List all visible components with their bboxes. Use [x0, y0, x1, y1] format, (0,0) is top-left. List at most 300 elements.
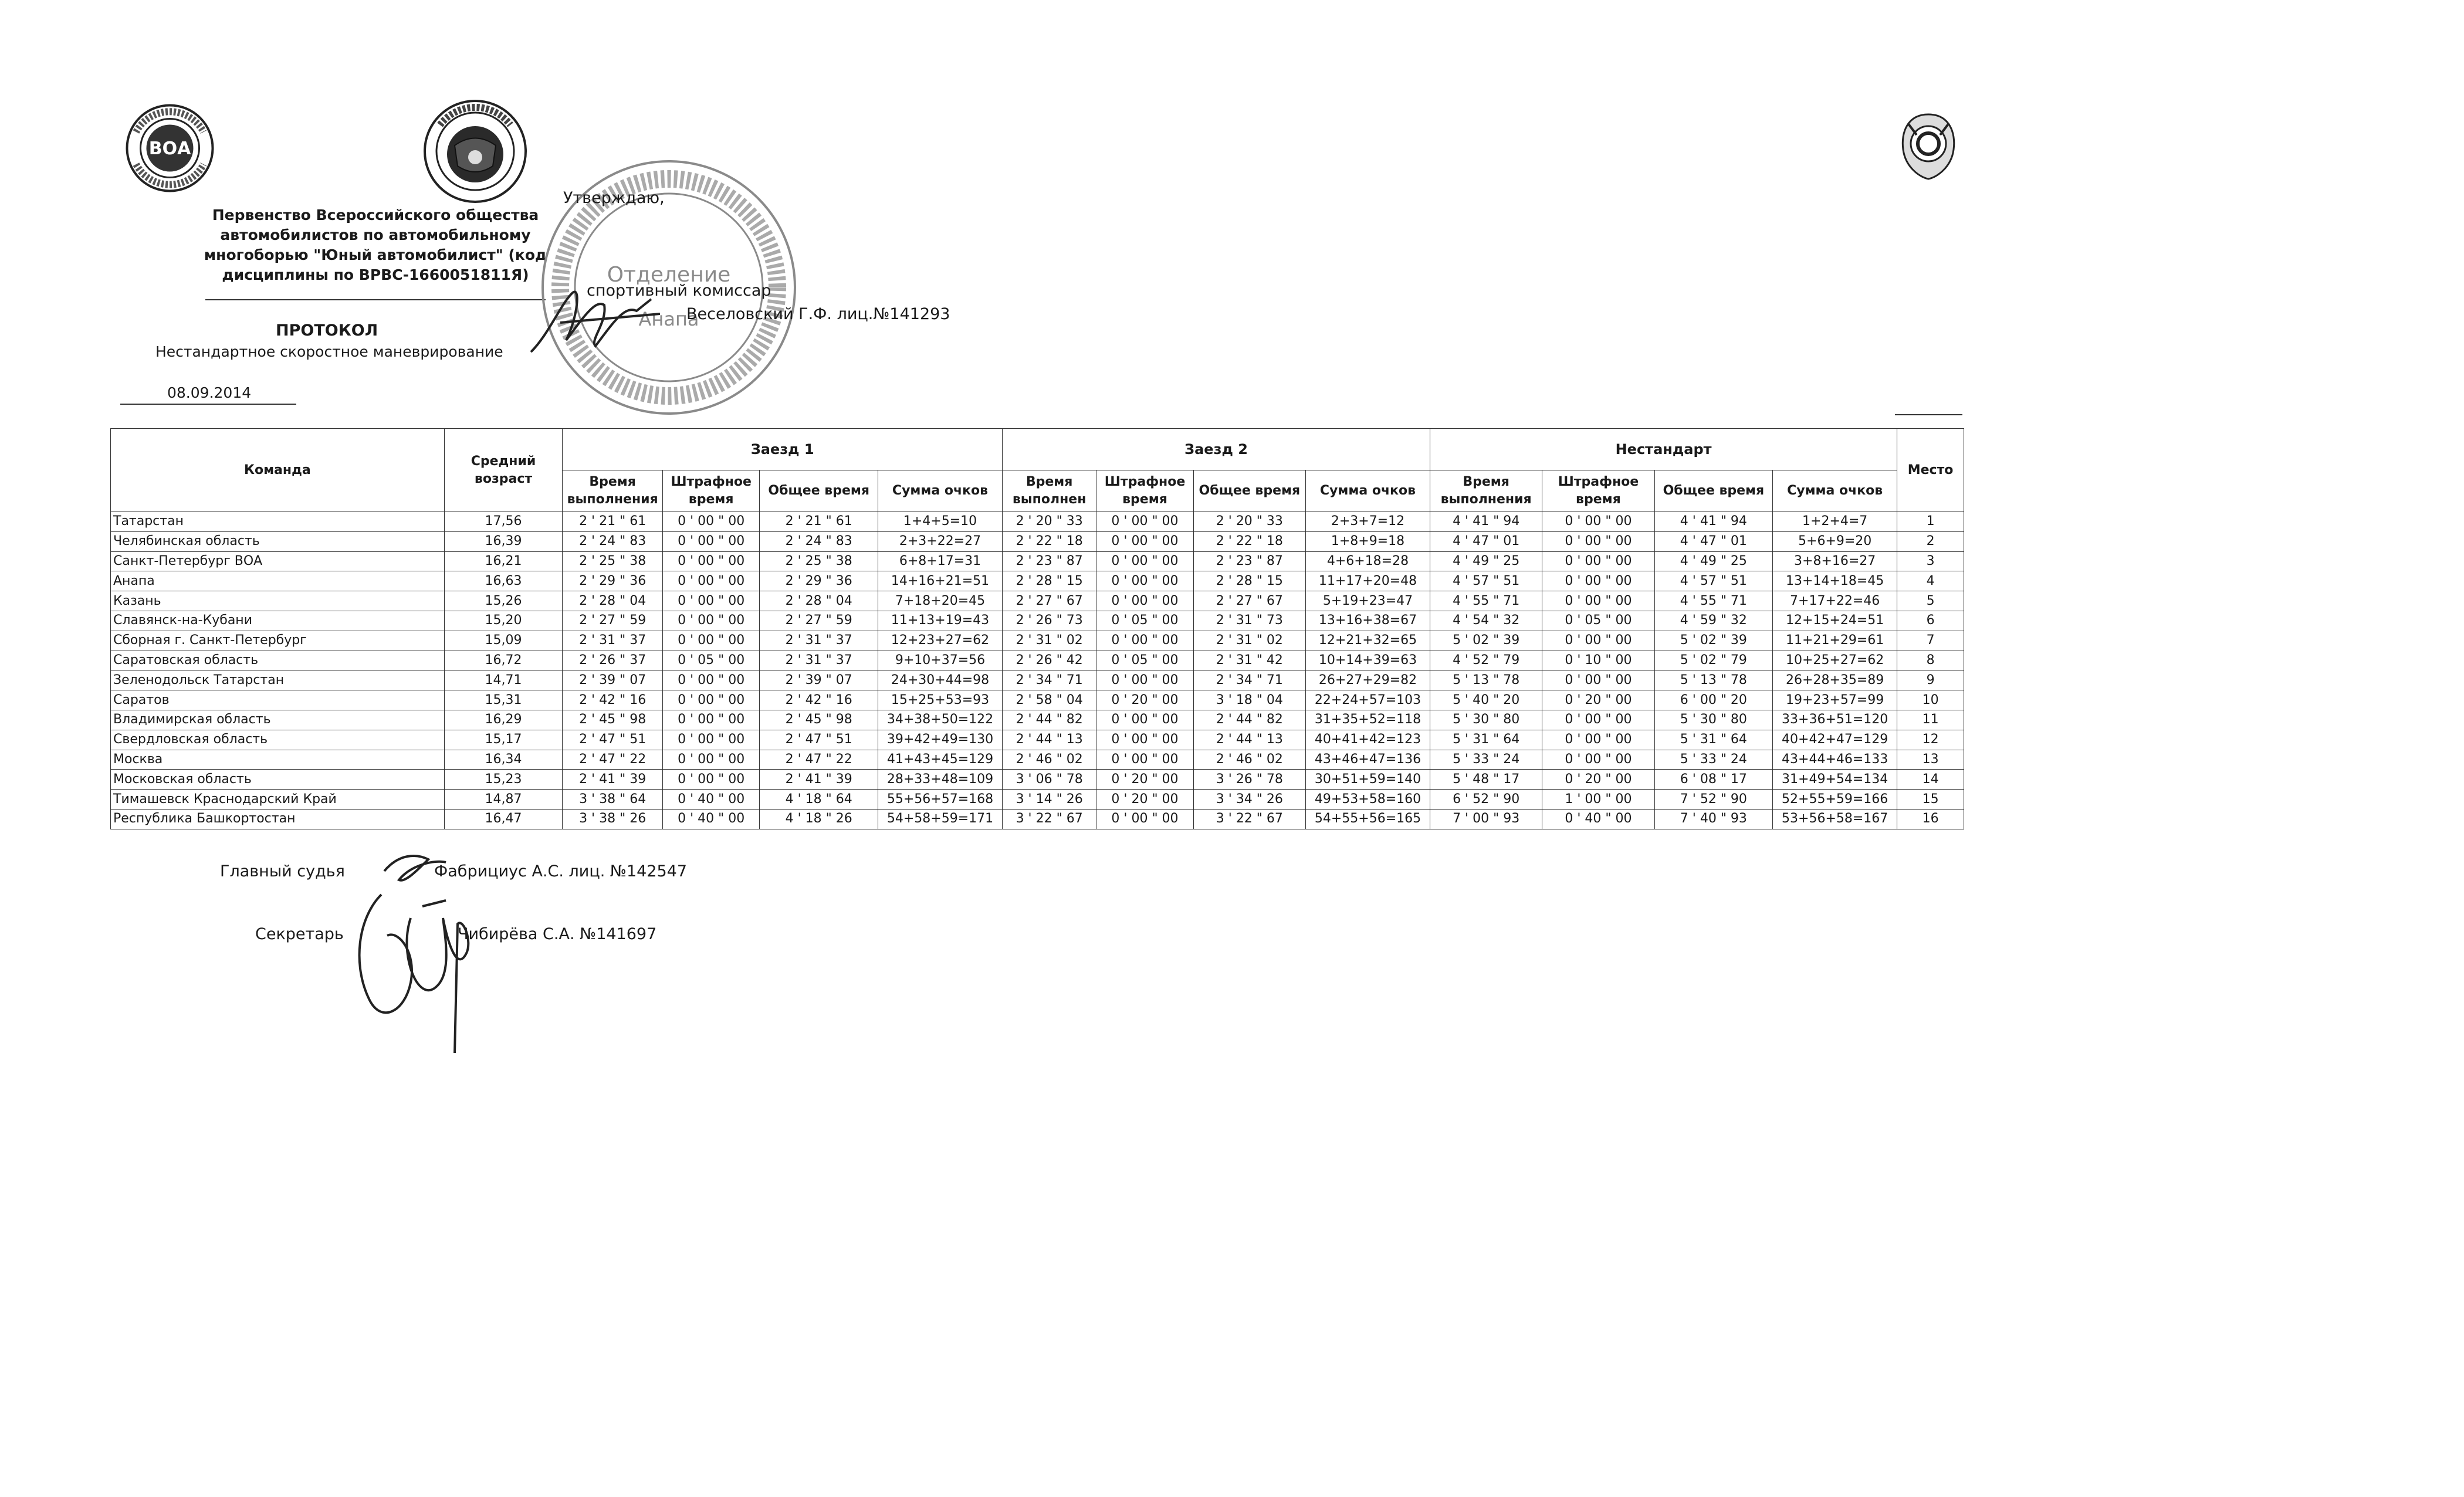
- cell-ns-time: 5 ' 33 " 24: [1430, 750, 1542, 770]
- cell-place: 3: [1897, 551, 1964, 571]
- commissar-signature: [525, 282, 672, 360]
- cell-ns-time: 5 ' 02 " 39: [1430, 631, 1542, 651]
- cell-run2-total: 2 ' 46 " 02: [1193, 750, 1305, 770]
- cell-ns-time: 6 ' 52 " 90: [1430, 790, 1542, 810]
- cell-run2-time: 2 ' 28 " 15: [1003, 571, 1096, 591]
- cell-age: 16,21: [444, 551, 563, 571]
- header-ns-penalty: Штрафное время: [1542, 470, 1654, 512]
- cell-run1-penalty: 0 ' 00 " 00: [662, 750, 759, 770]
- stamp-city-text: Анапа: [638, 308, 699, 330]
- cell-team: Саратов: [111, 690, 445, 710]
- cell-ns-points: 53+56+58=167: [1773, 809, 1897, 829]
- header-ns-total: Общее время: [1654, 470, 1773, 512]
- cell-run2-points: 40+41+42=123: [1305, 730, 1430, 750]
- cell-ns-points: 43+44+46=133: [1773, 750, 1897, 770]
- cell-ns-points: 5+6+9=20: [1773, 531, 1897, 551]
- cell-age: 16,72: [444, 651, 563, 670]
- cell-place: 9: [1897, 670, 1964, 690]
- emblem-logo: [1896, 111, 1961, 182]
- cell-ns-points: 31+49+54=134: [1773, 770, 1897, 790]
- header-run1-time: Время выполнения: [563, 470, 663, 512]
- cell-run1-time: 2 ' 31 " 37: [563, 631, 663, 651]
- cell-ns-penalty: 0 ' 00 " 00: [1542, 750, 1654, 770]
- cell-run2-penalty: 0 ' 00 " 00: [1096, 531, 1193, 551]
- cell-age: 16,47: [444, 809, 563, 829]
- cell-ns-points: 1+2+4=7: [1773, 512, 1897, 532]
- cell-run2-total: 2 ' 27 " 67: [1193, 591, 1305, 611]
- cell-run1-penalty: 0 ' 05 " 00: [662, 651, 759, 670]
- cell-age: 15,09: [444, 631, 563, 651]
- judge-name: Фабрициус А.С. лиц. №142547: [434, 862, 688, 880]
- header-run2-time: Время выполнен: [1003, 470, 1096, 512]
- table-row: [111, 809, 1964, 829]
- cell-run1-total: 2 ' 27 " 59: [760, 611, 878, 631]
- cell-place: 11: [1897, 710, 1964, 730]
- header-run-2: Заезд 2: [1003, 429, 1430, 470]
- cell-run2-points: 22+24+57=103: [1305, 690, 1430, 710]
- table-row: [111, 631, 1964, 651]
- cell-run2-time: 2 ' 27 " 67: [1003, 591, 1096, 611]
- table-row: [111, 690, 1964, 710]
- table-row: [111, 611, 1964, 631]
- cell-place: 4: [1897, 571, 1964, 591]
- table-row: [111, 670, 1964, 690]
- results-body: [111, 512, 1964, 829]
- cell-run1-total: 2 ' 25 " 38: [760, 551, 878, 571]
- cell-run2-time: 2 ' 26 " 42: [1003, 651, 1096, 670]
- header-run2-points: Сумма очков: [1305, 470, 1430, 512]
- cell-run2-total: 2 ' 31 " 02: [1193, 631, 1305, 651]
- cell-run2-time: 2 ' 44 " 13: [1003, 730, 1096, 750]
- cell-run2-points: 31+35+52=118: [1305, 710, 1430, 730]
- cell-run1-penalty: 0 ' 00 " 00: [662, 531, 759, 551]
- header-run1-total: Общее время: [760, 470, 878, 512]
- cell-place: 6: [1897, 611, 1964, 631]
- commissar-name: Веселовский Г.Ф. лиц.№141293: [686, 305, 950, 323]
- cell-team: Владимирская область: [111, 710, 445, 730]
- cell-run2-points: 30+51+59=140: [1305, 770, 1430, 790]
- cell-run1-points: 7+18+20=45: [878, 591, 1003, 611]
- cell-run1-points: 6+8+17=31: [878, 551, 1003, 571]
- cell-ns-penalty: 0 ' 20 " 00: [1542, 690, 1654, 710]
- cell-run1-total: 2 ' 42 " 16: [760, 690, 878, 710]
- cell-run2-penalty: 0 ' 00 " 00: [1096, 809, 1193, 829]
- cell-ns-points: 26+28+35=89: [1773, 670, 1897, 690]
- cell-run2-points: 1+8+9=18: [1305, 531, 1430, 551]
- cell-ns-points: 10+25+27=62: [1773, 651, 1897, 670]
- cell-run2-penalty: 0 ' 00 " 00: [1096, 710, 1193, 730]
- cell-run2-points: 49+53+58=160: [1305, 790, 1430, 810]
- table-row: [111, 790, 1964, 810]
- cell-team: Славянск-на-Кубани: [111, 611, 445, 631]
- header-age: Средний возраст: [444, 429, 563, 512]
- cell-run1-total: 2 ' 28 " 04: [760, 591, 878, 611]
- cell-ns-total: 4 ' 57 " 51: [1654, 571, 1773, 591]
- cell-run2-time: 2 ' 31 " 02: [1003, 631, 1096, 651]
- cell-run2-time: 2 ' 23 " 87: [1003, 551, 1096, 571]
- cell-run1-points: 39+42+49=130: [878, 730, 1003, 750]
- cell-ns-total: 5 ' 30 " 80: [1654, 710, 1773, 730]
- cell-run1-points: 15+25+53=93: [878, 690, 1003, 710]
- cell-team: Зеленодольск Татарстан: [111, 670, 445, 690]
- date-underline: [120, 404, 296, 405]
- cell-run1-total: 2 ' 47 " 22: [760, 750, 878, 770]
- cell-run2-penalty: 0 ' 00 " 00: [1096, 551, 1193, 571]
- results-table: [110, 428, 1964, 829]
- cell-run2-total: 2 ' 44 " 82: [1193, 710, 1305, 730]
- cell-run2-total: 2 ' 31 " 73: [1193, 611, 1305, 631]
- cell-team: Казань: [111, 591, 445, 611]
- judge-label: Главный судья: [220, 862, 345, 880]
- cell-run1-total: 2 ' 24 " 83: [760, 531, 878, 551]
- cell-run1-points: 1+4+5=10: [878, 512, 1003, 532]
- cell-ns-time: 4 ' 57 " 51: [1430, 571, 1542, 591]
- cell-ns-points: 7+17+22=46: [1773, 591, 1897, 611]
- cell-age: 16,29: [444, 710, 563, 730]
- right-rule: [1895, 414, 1962, 415]
- secretary-name: Чибирёва С.А. №141697: [458, 925, 657, 943]
- cell-run2-points: 10+14+39=63: [1305, 651, 1430, 670]
- cell-ns-penalty: 0 ' 40 " 00: [1542, 809, 1654, 829]
- secretary-label: Секретарь: [255, 925, 344, 943]
- cell-run2-total: 3 ' 34 " 26: [1193, 790, 1305, 810]
- cell-ns-points: 40+42+47=129: [1773, 730, 1897, 750]
- protocol-date: 08.09.2014: [167, 384, 252, 401]
- cell-run2-points: 5+19+23=47: [1305, 591, 1430, 611]
- header-ns-time: Время выполнения: [1430, 470, 1542, 512]
- cell-run2-time: 3 ' 06 " 78: [1003, 770, 1096, 790]
- cell-place: 12: [1897, 730, 1964, 750]
- cell-ns-time: 4 ' 55 " 71: [1430, 591, 1542, 611]
- cell-run2-points: 26+27+29=82: [1305, 670, 1430, 690]
- cell-place: 15: [1897, 790, 1964, 810]
- cell-ns-total: 4 ' 47 " 01: [1654, 531, 1773, 551]
- cell-ns-total: 5 ' 13 " 78: [1654, 670, 1773, 690]
- cell-team: Республика Башкортостан: [111, 809, 445, 829]
- table-row: [111, 571, 1964, 591]
- cell-team: Анапа: [111, 571, 445, 591]
- cell-run2-total: 2 ' 28 " 15: [1193, 571, 1305, 591]
- commissar-role: спортивный комиссар: [587, 282, 771, 300]
- title-line-1: Первенство Всероссийского общества: [212, 206, 539, 223]
- cell-run1-time: 2 ' 27 " 59: [563, 611, 663, 631]
- header-ns-points: Сумма очков: [1773, 470, 1897, 512]
- cell-team: Свердловская область: [111, 730, 445, 750]
- cell-team: Москва: [111, 750, 445, 770]
- cell-run2-time: 2 ' 22 " 18: [1003, 531, 1096, 551]
- cell-run1-penalty: 0 ' 00 " 00: [662, 730, 759, 750]
- cell-run1-penalty: 0 ' 40 " 00: [662, 790, 759, 810]
- cell-place: 10: [1897, 690, 1964, 710]
- cell-run1-time: 2 ' 28 " 04: [563, 591, 663, 611]
- cell-place: 8: [1897, 651, 1964, 670]
- cell-ns-penalty: 0 ' 10 " 00: [1542, 651, 1654, 670]
- cell-run1-points: 55+56+57=168: [878, 790, 1003, 810]
- cell-run1-points: 11+13+19=43: [878, 611, 1003, 631]
- title-line-4: дисциплины по ВРВС-1660051811Я): [222, 266, 529, 283]
- cell-run1-points: 2+3+22=27: [878, 531, 1003, 551]
- cell-age: 15,31: [444, 690, 563, 710]
- cell-run1-total: 4 ' 18 " 26: [760, 809, 878, 829]
- cell-ns-time: 4 ' 49 " 25: [1430, 551, 1542, 571]
- cell-ns-total: 6 ' 08 " 17: [1654, 770, 1773, 790]
- cell-ns-penalty: 0 ' 00 " 00: [1542, 730, 1654, 750]
- cell-ns-total: 5 ' 02 " 79: [1654, 651, 1773, 670]
- header-nonstandard: Нестандарт: [1430, 429, 1897, 470]
- cell-team: Саратовская область: [111, 651, 445, 670]
- cell-ns-time: 5 ' 48 " 17: [1430, 770, 1542, 790]
- cell-ns-points: 13+14+18=45: [1773, 571, 1897, 591]
- cell-run2-total: 3 ' 22 " 67: [1193, 809, 1305, 829]
- cell-ns-total: 7 ' 52 " 90: [1654, 790, 1773, 810]
- cell-run1-penalty: 0 ' 00 " 00: [662, 690, 759, 710]
- cell-age: 15,20: [444, 611, 563, 631]
- cell-ns-total: 4 ' 59 " 32: [1654, 611, 1773, 631]
- cell-age: 15,23: [444, 770, 563, 790]
- cell-run1-total: 2 ' 21 " 61: [760, 512, 878, 532]
- cell-ns-points: 52+55+59=166: [1773, 790, 1897, 810]
- cell-run1-time: 2 ' 26 " 37: [563, 651, 663, 670]
- cell-run1-penalty: 0 ' 00 " 00: [662, 611, 759, 631]
- cell-run2-time: 2 ' 44 " 82: [1003, 710, 1096, 730]
- table-row: [111, 551, 1964, 571]
- cell-place: 7: [1897, 631, 1964, 651]
- table-row: [111, 651, 1964, 670]
- cell-ns-total: 4 ' 41 " 94: [1654, 512, 1773, 532]
- cell-run2-points: 4+6+18=28: [1305, 551, 1430, 571]
- cell-run2-total: 3 ' 26 " 78: [1193, 770, 1305, 790]
- cell-ns-points: 3+8+16=27: [1773, 551, 1897, 571]
- cell-ns-total: 5 ' 02 " 39: [1654, 631, 1773, 651]
- cell-place: 14: [1897, 770, 1964, 790]
- cell-run2-total: 2 ' 22 " 18: [1193, 531, 1305, 551]
- cell-run1-total: 4 ' 18 " 64: [760, 790, 878, 810]
- cell-run1-time: 2 ' 47 " 51: [563, 730, 663, 750]
- table-row: [111, 531, 1964, 551]
- cell-ns-total: 5 ' 33 " 24: [1654, 750, 1773, 770]
- cell-team: Московская область: [111, 770, 445, 790]
- cell-run1-time: 3 ' 38 " 64: [563, 790, 663, 810]
- cell-run2-points: 43+46+47=136: [1305, 750, 1430, 770]
- cell-age: 16,39: [444, 531, 563, 551]
- cell-run1-points: 9+10+37=56: [878, 651, 1003, 670]
- table-row: [111, 710, 1964, 730]
- header-run-1: Заезд 1: [563, 429, 1003, 470]
- cell-run2-points: 2+3+7=12: [1305, 512, 1430, 532]
- cell-age: 15,17: [444, 730, 563, 750]
- cell-ns-time: 5 ' 13 " 78: [1430, 670, 1542, 690]
- cell-run2-total: 3 ' 18 " 04: [1193, 690, 1305, 710]
- approve-label: Утверждаю,: [563, 189, 665, 207]
- cell-run1-penalty: 0 ' 00 " 00: [662, 770, 759, 790]
- cell-place: 2: [1897, 531, 1964, 551]
- cell-run2-total: 2 ' 23 " 87: [1193, 551, 1305, 571]
- cell-ns-time: 5 ' 31 " 64: [1430, 730, 1542, 750]
- header-place: Место: [1897, 429, 1964, 512]
- cell-run1-time: 2 ' 29 " 36: [563, 571, 663, 591]
- cell-run1-points: 41+43+45=129: [878, 750, 1003, 770]
- cell-ns-time: 4 ' 41 " 94: [1430, 512, 1542, 532]
- cell-ns-penalty: 0 ' 00 " 00: [1542, 512, 1654, 532]
- cell-run2-penalty: 0 ' 00 " 00: [1096, 750, 1193, 770]
- cell-ns-time: 4 ' 54 " 32: [1430, 611, 1542, 631]
- cell-age: 16,63: [444, 571, 563, 591]
- cell-run2-total: 2 ' 44 " 13: [1193, 730, 1305, 750]
- cell-ns-total: 4 ' 49 " 25: [1654, 551, 1773, 571]
- cell-age: 17,56: [444, 512, 563, 532]
- cell-run2-time: 2 ' 20 " 33: [1003, 512, 1096, 532]
- protocol-subtitle: Нестандартное скоростное маневрирование: [155, 343, 503, 360]
- cell-run2-time: 2 ' 58 " 04: [1003, 690, 1096, 710]
- header-run2-total: Общее время: [1193, 470, 1305, 512]
- cell-age: 14,71: [444, 670, 563, 690]
- title-line-3: многоборью "Юный автомобилист" (код: [204, 246, 547, 263]
- cell-age: 15,26: [444, 591, 563, 611]
- cell-ns-penalty: 0 ' 00 " 00: [1542, 551, 1654, 571]
- cell-team: Сборная г. Санкт-Петербург: [111, 631, 445, 651]
- cell-run1-penalty: 0 ' 00 " 00: [662, 512, 759, 532]
- cell-run1-time: 2 ' 39 " 07: [563, 670, 663, 690]
- competition-title: [199, 205, 551, 285]
- cell-run1-total: 2 ' 47 " 51: [760, 730, 878, 750]
- cell-run2-points: 13+16+38=67: [1305, 611, 1430, 631]
- cell-ns-penalty: 0 ' 00 " 00: [1542, 571, 1654, 591]
- cell-run1-penalty: 0 ' 00 " 00: [662, 591, 759, 611]
- cell-run1-points: 54+58+59=171: [878, 809, 1003, 829]
- header-run2-penalty: Штрафное время: [1096, 470, 1193, 512]
- cell-run2-penalty: 0 ' 20 " 00: [1096, 690, 1193, 710]
- cell-run1-time: 2 ' 47 " 22: [563, 750, 663, 770]
- cell-ns-penalty: 0 ' 05 " 00: [1542, 611, 1654, 631]
- cell-place: 5: [1897, 591, 1964, 611]
- cell-run1-points: 34+38+50=122: [878, 710, 1003, 730]
- cell-run1-time: 2 ' 24 " 83: [563, 531, 663, 551]
- cell-ns-penalty: 1 ' 00 " 00: [1542, 790, 1654, 810]
- cell-run2-time: 2 ' 26 " 73: [1003, 611, 1096, 631]
- cell-run1-total: 2 ' 31 " 37: [760, 651, 878, 670]
- cell-run1-time: 2 ' 45 " 98: [563, 710, 663, 730]
- protocol-heading: ПРОТОКОЛ: [276, 321, 378, 340]
- cell-run1-penalty: 0 ' 00 " 00: [662, 571, 759, 591]
- cell-run2-points: 12+21+32=65: [1305, 631, 1430, 651]
- cell-ns-time: 4 ' 52 " 79: [1430, 651, 1542, 670]
- table-row: [111, 730, 1964, 750]
- cell-run1-total: 2 ' 39 " 07: [760, 670, 878, 690]
- stamp-center-text: Отделение: [607, 263, 731, 287]
- cell-ns-total: 6 ' 00 " 20: [1654, 690, 1773, 710]
- cell-run2-penalty: 0 ' 05 " 00: [1096, 651, 1193, 670]
- cell-run1-time: 2 ' 25 " 38: [563, 551, 663, 571]
- table-row: [111, 770, 1964, 790]
- cell-run1-time: 2 ' 21 " 61: [563, 512, 663, 532]
- voa-logo-text: ВОА: [148, 138, 191, 159]
- cell-run2-penalty: 0 ' 00 " 00: [1096, 571, 1193, 591]
- cell-place: 1: [1897, 512, 1964, 532]
- cell-run1-points: 24+30+44=98: [878, 670, 1003, 690]
- cell-ns-penalty: 0 ' 00 " 00: [1542, 631, 1654, 651]
- cell-run2-penalty: 0 ' 00 " 00: [1096, 512, 1193, 532]
- table-row: [111, 591, 1964, 611]
- cell-place: 13: [1897, 750, 1964, 770]
- header-run1-penalty: Штрафное время: [662, 470, 759, 512]
- cell-run1-total: 2 ' 29 " 36: [760, 571, 878, 591]
- cell-team: Санкт-Петербург ВОА: [111, 551, 445, 571]
- cell-run2-time: 3 ' 22 " 67: [1003, 809, 1096, 829]
- cell-run1-time: 2 ' 42 " 16: [563, 690, 663, 710]
- cell-ns-time: 7 ' 00 " 93: [1430, 809, 1542, 829]
- cell-run1-points: 12+23+27=62: [878, 631, 1003, 651]
- cell-run2-penalty: 0 ' 00 " 00: [1096, 730, 1193, 750]
- cell-run2-penalty: 0 ' 00 " 00: [1096, 670, 1193, 690]
- cell-ns-points: 11+21+29=61: [1773, 631, 1897, 651]
- cell-team: Тимашевск Краснодарский Край: [111, 790, 445, 810]
- cell-ns-time: 4 ' 47 " 01: [1430, 531, 1542, 551]
- cell-run2-total: 2 ' 34 " 71: [1193, 670, 1305, 690]
- cell-age: 16,34: [444, 750, 563, 770]
- cell-run2-time: 2 ' 46 " 02: [1003, 750, 1096, 770]
- secretary-signature: [346, 883, 499, 1061]
- title-underline: [205, 299, 546, 300]
- title-line-2: автомобилистов по автомобильному: [220, 226, 531, 243]
- cell-run1-penalty: 0 ' 00 " 00: [662, 670, 759, 690]
- cell-ns-points: 19+23+57=99: [1773, 690, 1897, 710]
- cell-ns-penalty: 0 ' 00 " 00: [1542, 710, 1654, 730]
- cell-run1-penalty: 0 ' 40 " 00: [662, 809, 759, 829]
- cell-run1-penalty: 0 ' 00 " 00: [662, 631, 759, 651]
- cell-run1-total: 2 ' 31 " 37: [760, 631, 878, 651]
- cell-ns-time: 5 ' 40 " 20: [1430, 690, 1542, 710]
- cell-run2-points: 54+55+56=165: [1305, 809, 1430, 829]
- cell-run1-total: 2 ' 41 " 39: [760, 770, 878, 790]
- cell-ns-penalty: 0 ' 00 " 00: [1542, 670, 1654, 690]
- club-logo: [422, 99, 528, 204]
- header-run1-points: Сумма очков: [878, 470, 1003, 512]
- cell-ns-total: 7 ' 40 " 93: [1654, 809, 1773, 829]
- cell-place: 16: [1897, 809, 1964, 829]
- cell-run1-time: 3 ' 38 " 26: [563, 809, 663, 829]
- table-row: [111, 750, 1964, 770]
- cell-run2-total: 2 ' 20 " 33: [1193, 512, 1305, 532]
- cell-run2-penalty: 0 ' 20 " 00: [1096, 770, 1193, 790]
- cell-run2-time: 2 ' 34 " 71: [1003, 670, 1096, 690]
- cell-run1-penalty: 0 ' 00 " 00: [662, 710, 759, 730]
- cell-ns-total: 4 ' 55 " 71: [1654, 591, 1773, 611]
- cell-ns-total: 5 ' 31 " 64: [1654, 730, 1773, 750]
- cell-run1-points: 28+33+48=109: [878, 770, 1003, 790]
- cell-ns-penalty: 0 ' 00 " 00: [1542, 591, 1654, 611]
- cell-ns-penalty: 0 ' 20 " 00: [1542, 770, 1654, 790]
- cell-run1-total: 2 ' 45 " 98: [760, 710, 878, 730]
- cell-ns-points: 33+36+51=120: [1773, 710, 1897, 730]
- cell-run1-points: 14+16+21=51: [878, 571, 1003, 591]
- cell-team: Татарстан: [111, 512, 445, 532]
- cell-run1-penalty: 0 ' 00 " 00: [662, 551, 759, 571]
- cell-age: 14,87: [444, 790, 563, 810]
- cell-run2-points: 11+17+20=48: [1305, 571, 1430, 591]
- table-row: [111, 512, 1964, 532]
- cell-run2-time: 3 ' 14 " 26: [1003, 790, 1096, 810]
- cell-run2-penalty: 0 ' 00 " 00: [1096, 631, 1193, 651]
- cell-ns-penalty: 0 ' 00 " 00: [1542, 531, 1654, 551]
- cell-team: Челябинская область: [111, 531, 445, 551]
- cell-ns-time: 5 ' 30 " 80: [1430, 710, 1542, 730]
- cell-run1-time: 2 ' 41 " 39: [563, 770, 663, 790]
- cell-ns-points: 12+15+24=51: [1773, 611, 1897, 631]
- cell-run2-penalty: 0 ' 05 " 00: [1096, 611, 1193, 631]
- cell-run2-penalty: 0 ' 20 " 00: [1096, 790, 1193, 810]
- cell-run2-total: 2 ' 31 " 42: [1193, 651, 1305, 670]
- header-team: Команда: [111, 429, 445, 512]
